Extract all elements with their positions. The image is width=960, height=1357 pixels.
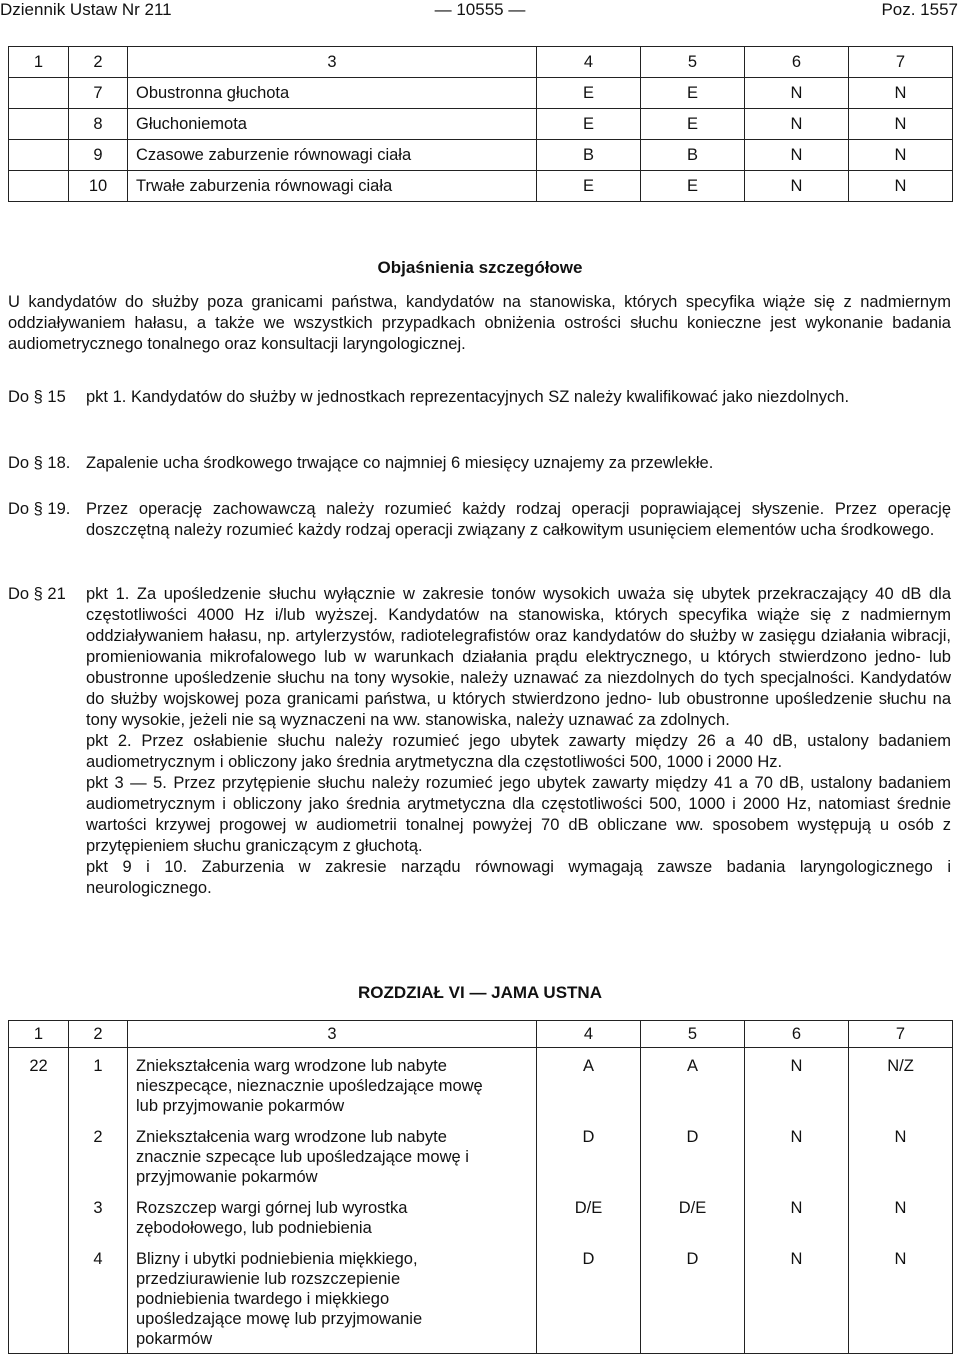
cell-condition: Obustronna głuchota [128,78,537,109]
cell-category: N [849,78,953,109]
cell-point: 9 [69,140,128,171]
intro-text: U kandydatów do służby poza granicami państwa, kandydatów na stanowiska, których specyfika wiąże się z nadmiernym oddziaływaniem hałasu, a także we wszystkich przypadkach obniżenia ostrości słuchu konieczne jest wykonanie badania audiometrycznego tonalnego oraz konsultacji laryngologicznej. [8,293,951,353]
explanation-item [8,499,951,541]
item-label: Do § 21 [8,585,66,603]
item-body: Zapalenie ucha środkowego trwające co najmniej 6 miesięcy uznajemy za przewlekłe. [86,454,714,472]
cell-category: N [745,171,849,202]
cell-category: N [849,1246,953,1354]
column-header: 5 [641,1021,745,1048]
cell-point: 2 [69,1124,128,1187]
cell-category: E [537,171,641,202]
cell-condition: Blizny i ubytki podniebienia miękkiego, przedziurawienie lub rozszczepienie podniebienia twardego i miękkiego upośledzające mowę lub przyjmowanie pokarmów [128,1246,537,1354]
cell-point: 4 [69,1246,128,1354]
explanation-item [8,387,951,408]
cell-paragraph [9,1246,69,1354]
table-row [9,109,953,140]
cell-condition: Głuchoniemota [128,109,537,140]
explanations-title: Objaśnienia szczegółowe [377,258,583,277]
cell-category: N [849,1195,953,1238]
cell-category: N [745,140,849,171]
column-header: 7 [849,1021,953,1048]
cell-paragraph [9,1195,69,1238]
explanation-item [8,453,951,474]
cell-condition: Zniekształcenia warg wrodzone lub nabyte nieszpecące, nieznacznie upośledzające mowę lub przyjmowanie pokarmów [128,1048,537,1117]
cell-category: D [641,1246,745,1354]
cell-category: A [641,1048,745,1117]
table-row [9,1195,953,1238]
cell-point: 3 [69,1195,128,1238]
column-header: 6 [745,47,849,78]
explanations-intro [8,292,951,355]
cell-category: A [537,1048,641,1117]
cell-paragraph [9,109,69,140]
table-row [9,78,953,109]
explanation-item [8,584,951,899]
cell-condition: Czasowe zaburzenie równowagi ciała [128,140,537,171]
cell-condition: Trwałe zaburzenia równowagi ciała [128,171,537,202]
column-header: 1 [9,47,69,78]
row-spacer [9,1187,953,1195]
item-label: Do § 19. [8,500,71,518]
cell-category: B [537,140,641,171]
cell-paragraph: 22 [9,1048,69,1117]
column-header: 2 [69,47,128,78]
position-number: Poz. 1557 [881,0,958,19]
item-body: pkt 1. Kandydatów do służby w jednostkach reprezentacyjnych SZ należy kwalifikować jako niezdolnych. [86,388,850,406]
cell-category: N [745,1124,849,1187]
chapter-title: ROZDZIAŁ VI — JAMA USTNA [358,983,602,1002]
column-header: 4 [537,47,641,78]
row-spacer [9,1116,953,1124]
column-header: 1 [9,1021,69,1048]
table-header-row [9,1021,953,1048]
table-row [9,140,953,171]
cell-paragraph [9,140,69,171]
cell-category: E [537,109,641,140]
cell-condition: Rozszczep wargi górnej lub wyrostka zębodołowego, lub podniebienia [128,1195,537,1238]
cell-category: E [641,78,745,109]
table-header-row [9,47,953,78]
cell-paragraph [9,78,69,109]
item-body-pkt-1: pkt 1. Za upośledzenie słuchu wyłącznie w zakresie tonów wysokich uważa się ubytek przekraczający 40 dB dla częstotliwości 4000 Hz i/lub wyższej. Kandydatów na stanowiska, których specyfika wiąże się z nadmiernym oddziaływaniem hałasu, np. artylerzystów, radiotelegrafistów oraz kandydatów do służby w zasięgu działania wibracji, promieniowania mikrofalowego lub w warunkach działania prądu elektrycznego, u których stwierdzono jedno- lub obustronne upośledzenie słuchu na tony wysokie, należy uznawać za niezdolnych do tych specjalności. Kandydatów do służby wojskowej poza granicami państwa, u których stwierdzono jedno- lub obustronne upośledzenie słuchu na tony wysokie, jeżeli nie są wyznaczeni na ww. stanowiska, należy uznawać za zdolnych. [86,585,951,729]
column-header: 5 [641,47,745,78]
column-header: 3 [128,47,537,78]
cell-category: N [849,109,953,140]
table-row [9,1048,953,1117]
cell-category: N [745,1048,849,1117]
oral-cavity-table [8,1020,953,1354]
cell-category: B [641,140,745,171]
column-header: 7 [849,47,953,78]
cell-category: E [641,171,745,202]
item-body-pkt-9-10: pkt 9 i 10. Zaburzenia w zakresie narządu równowagi wymagają zawsze badania laryngologicznego i neurologicznego. [86,858,951,897]
column-header: 2 [69,1021,128,1048]
hearing-table [8,46,953,202]
row-spacer [9,1238,953,1246]
journal-title: Dziennik Ustaw Nr 211 [0,0,172,19]
cell-point: 7 [69,78,128,109]
item-label: Do § 15 [8,388,66,406]
table-row [9,1124,953,1187]
cell-category: N [849,140,953,171]
cell-category: D [537,1246,641,1354]
cell-category: D/E [537,1195,641,1238]
column-header: 3 [128,1021,537,1048]
page-header [0,0,960,24]
item-body-pkt-2: pkt 2. Przez osłabienie słuchu należy rozumieć jego ubytek zawarty między 26 a 40 dB, ustalony badaniem audiometrycznym i obliczony jako średnia arytmetyczna dla częstotliwości 500, 1000 i 2000 Hz. [86,732,951,771]
table-row [9,1246,953,1354]
cell-category: E [641,109,745,140]
cell-category: N [849,171,953,202]
cell-category: E [537,78,641,109]
cell-paragraph [9,171,69,202]
cell-category: N [745,78,849,109]
page-number: — 10555 — [434,0,526,19]
cell-point: 10 [69,171,128,202]
column-header: 4 [537,1021,641,1048]
item-body-pkt-3-5: pkt 3 — 5. Przez przytępienie słuchu należy rozumieć jego ubytek zawarty między 41 a 70 dB, ustalony badaniem audiometrycznym i obliczony jako średnia arytmetyczna dla częstotliwości 500, 1000 i 2000 Hz, natomiast średnie wartości krzywej progowej w audiometrii tonalnej powyżej 70 dB obliczane ww. sposobem występują u osób z przytępieniem słuchu graniczącym z głuchotą. [86,774,951,855]
cell-paragraph [9,1124,69,1187]
cell-condition: Zniekształcenia warg wrodzone lub nabyte znacznie szpecące lub upośledzające mowę i przyjmowanie pokarmów [128,1124,537,1187]
cell-category: N [745,109,849,140]
cell-category: D [537,1124,641,1187]
cell-category: N/Z [849,1048,953,1117]
item-label: Do § 18. [8,454,71,472]
cell-category: N [745,1195,849,1238]
table-row [9,171,953,202]
column-header: 6 [745,1021,849,1048]
cell-category: N [745,1246,849,1354]
cell-category: N [849,1124,953,1187]
cell-point: 1 [69,1048,128,1117]
cell-category: D [641,1124,745,1187]
item-body: Przez operację zachowawczą należy rozumieć każdy rodzaj operacji poprawiającej słyszenie. Przez operację doszczętną należy rozumieć każdy rodzaj operacji związany z całkowitym usunięciem elementów ucha środkowego. [86,500,951,539]
cell-point: 8 [69,109,128,140]
cell-category: D/E [641,1195,745,1238]
